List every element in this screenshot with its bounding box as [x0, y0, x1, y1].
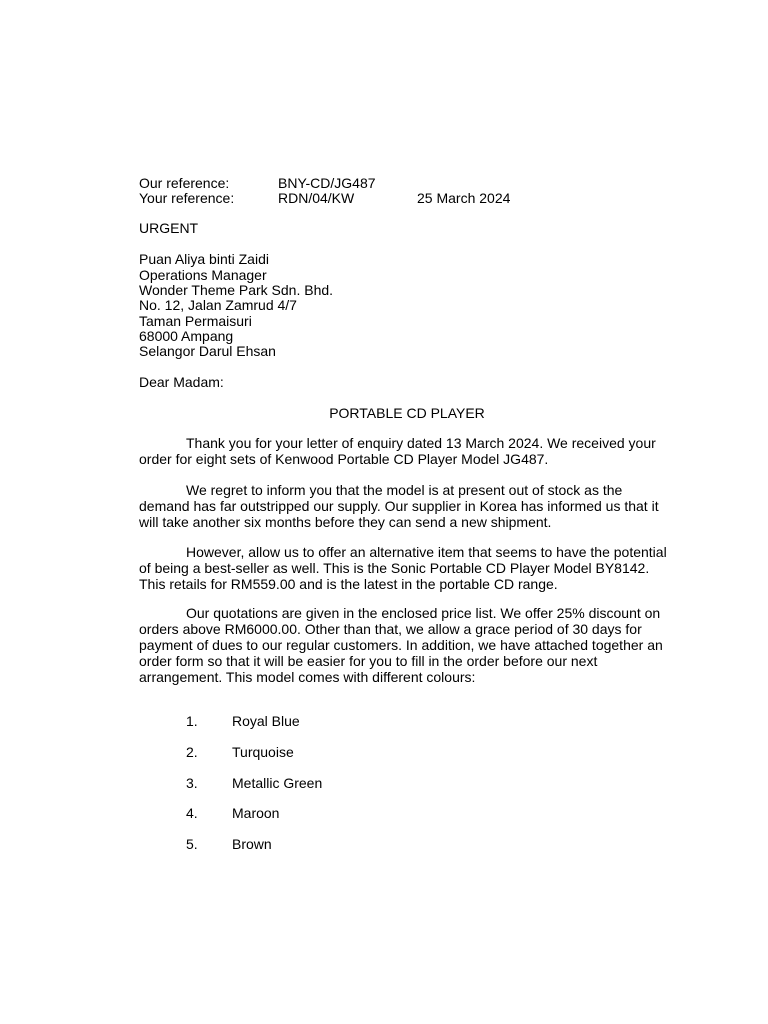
- list-item-colour: Royal Blue: [232, 713, 300, 729]
- body-paragraph: [139, 605, 679, 685]
- body-paragraph: [139, 435, 679, 467]
- list-item-number: 3.: [186, 775, 198, 791]
- list-item-number: 4.: [186, 805, 198, 821]
- our-reference-value: BNY-CD/JG487: [278, 175, 376, 191]
- body-paragraph: [139, 544, 679, 592]
- paragraph-line: of being a best-seller as well. This is the Sonic Portable CD Player Model BY8142.: [139, 560, 650, 576]
- list-item-colour: Brown: [232, 836, 272, 852]
- paragraph-line: This retails for RM559.00 and is the latest in the portable CD range.: [139, 576, 558, 592]
- list-item-number: 2.: [186, 744, 198, 760]
- list-item-colour: Maroon: [232, 805, 280, 821]
- paragraph-line: orders above RM6000.00. Other than that, we allow a grace period of 30 days for: [139, 621, 642, 637]
- paragraph-line: payment of dues to our regular customers. In addition, we have attached together an: [139, 637, 663, 653]
- paragraph-line: will take another six months before they can send a new shipment.: [139, 514, 552, 530]
- paragraph-line: arrangement. This model comes with different colours:: [139, 669, 476, 685]
- subject-line: PORTABLE CD PLAYER: [329, 405, 485, 421]
- recipient-address-line: 68000 Ampang: [139, 328, 234, 344]
- paragraph-line: However, allow us to offer an alternative item that seems to have the potential: [186, 544, 667, 560]
- your-reference-value: RDN/04/KW: [278, 190, 355, 206]
- recipient-address-line: Taman Permaisuri: [139, 313, 252, 329]
- body-paragraph: [139, 482, 679, 530]
- paragraph-line: order form so that it will be easier for you to fill in the order before our next: [139, 653, 598, 669]
- list-item-number: 1.: [186, 713, 198, 729]
- recipient-name: Puan Aliya binti Zaidi: [139, 251, 269, 267]
- recipient-company: Wonder Theme Park Sdn. Bhd.: [139, 282, 334, 298]
- paragraph-line: Thank you for your letter of enquiry dated 13 March 2024. We received your: [186, 435, 656, 451]
- recipient-address-line: No. 12, Jalan Zamrud 4/7: [139, 297, 297, 313]
- list-item-colour: Metallic Green: [232, 775, 323, 791]
- urgent-marker: URGENT: [139, 220, 199, 236]
- list-item-number: 5.: [186, 836, 198, 852]
- paragraph-line: order for eight sets of Kenwood Portable CD Player Model JG487.: [139, 451, 549, 467]
- paragraph-line: Our quotations are given in the enclosed price list. We offer 25% discount on: [186, 605, 661, 621]
- letter-date: 25 March 2024: [417, 190, 511, 206]
- your-reference-label: Your reference:: [139, 190, 235, 206]
- our-reference-label: Our reference:: [139, 175, 230, 191]
- recipient-address-line: Selangor Darul Ehsan: [139, 343, 276, 359]
- paragraph-line: demand has far outstripped our supply. Our supplier in Korea has informed us that it: [139, 498, 659, 514]
- list-item-colour: Turquoise: [232, 744, 294, 760]
- recipient-title: Operations Manager: [139, 267, 267, 283]
- paragraph-line: We regret to inform you that the model is at present out of stock as the: [186, 482, 623, 498]
- salutation: Dear Madam:: [139, 374, 224, 390]
